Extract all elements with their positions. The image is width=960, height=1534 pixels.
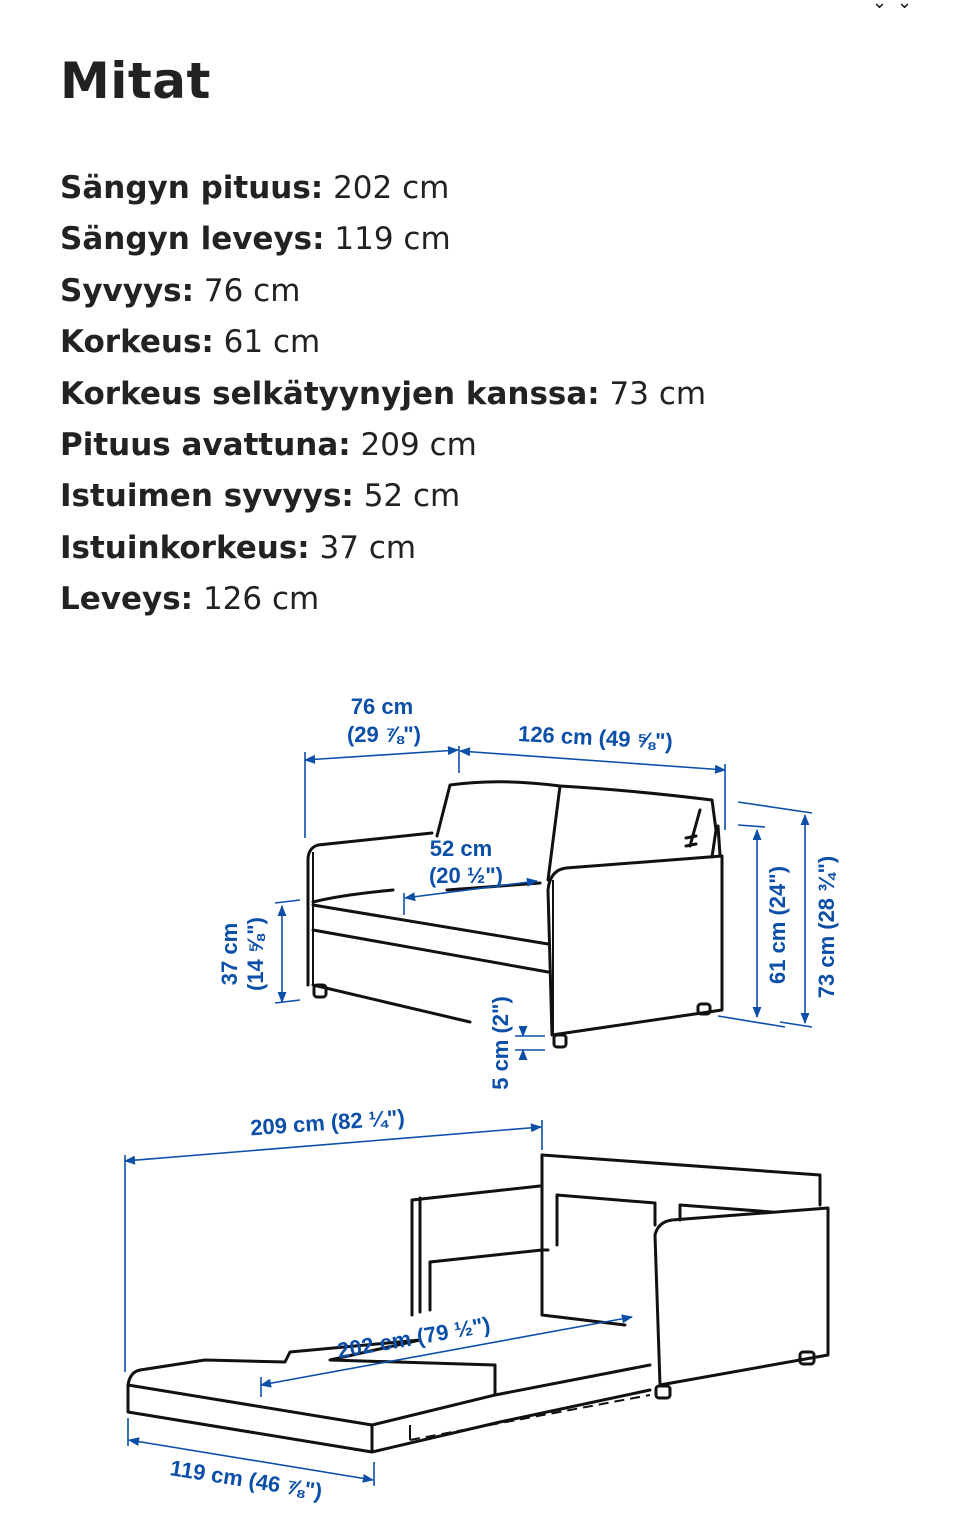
sofa-dimension-lines xyxy=(275,746,812,1058)
height-back-label: 73 cm (28 ¾") xyxy=(814,855,839,999)
dimension-item: Sängyn pituus: 202 cm xyxy=(60,170,450,206)
page-title: Mitat xyxy=(60,52,211,110)
sofa-width-label: 126 cm (49 ⅝") xyxy=(517,720,674,755)
chevron-icon[interactable]: ⌄ xyxy=(872,0,888,13)
dimension-item: Leveys: 126 cm xyxy=(60,581,320,618)
dimension-item: Pituus avattuna: 209 cm xyxy=(60,427,477,464)
dimension-diagram xyxy=(0,640,960,1534)
dimension-item: Sängyn leveys: 119 cm xyxy=(60,221,451,258)
dimension-item: Syvyys: 76 cm xyxy=(60,272,301,309)
sofa-depth-in-label: (29 ⅞") xyxy=(346,722,422,747)
seat-depth-in-label: (20 ½") xyxy=(428,863,504,888)
seat-depth-cm-label: 52 cm xyxy=(429,836,493,861)
dimension-item: Istuimen syvyys: 52 cm xyxy=(60,478,461,515)
seat-height-cm-label: 37 cm xyxy=(217,922,242,986)
height-label: 61 cm (24") xyxy=(765,865,790,985)
open-length-label: 209 cm (82 ¼") xyxy=(249,1104,406,1141)
seat-height-in-label: (14 ⅝") xyxy=(243,916,268,992)
chevron-icon[interactable]: ⌄ xyxy=(897,0,913,13)
bed-dimension-lines xyxy=(125,1120,632,1486)
bed-length-label: 202 cm (79 ½") xyxy=(335,1311,493,1364)
sofa-depth-cm-label: 76 cm xyxy=(350,694,414,719)
bed-width-label: 119 cm (46 ⅞") xyxy=(168,1455,324,1504)
dimension-item: Korkeus selkätyynyjen kanssa: 73 cm xyxy=(60,375,707,412)
sofa-drawing xyxy=(308,782,722,1047)
dimension-item: Korkeus: 61 cm xyxy=(60,324,321,361)
dimensions-list xyxy=(60,163,706,626)
dimension-item: Istuinkorkeus: 37 cm xyxy=(60,529,417,566)
leg-height-label: 5 cm (2") xyxy=(488,996,513,1090)
sofa-bed-drawing xyxy=(128,1155,828,1452)
